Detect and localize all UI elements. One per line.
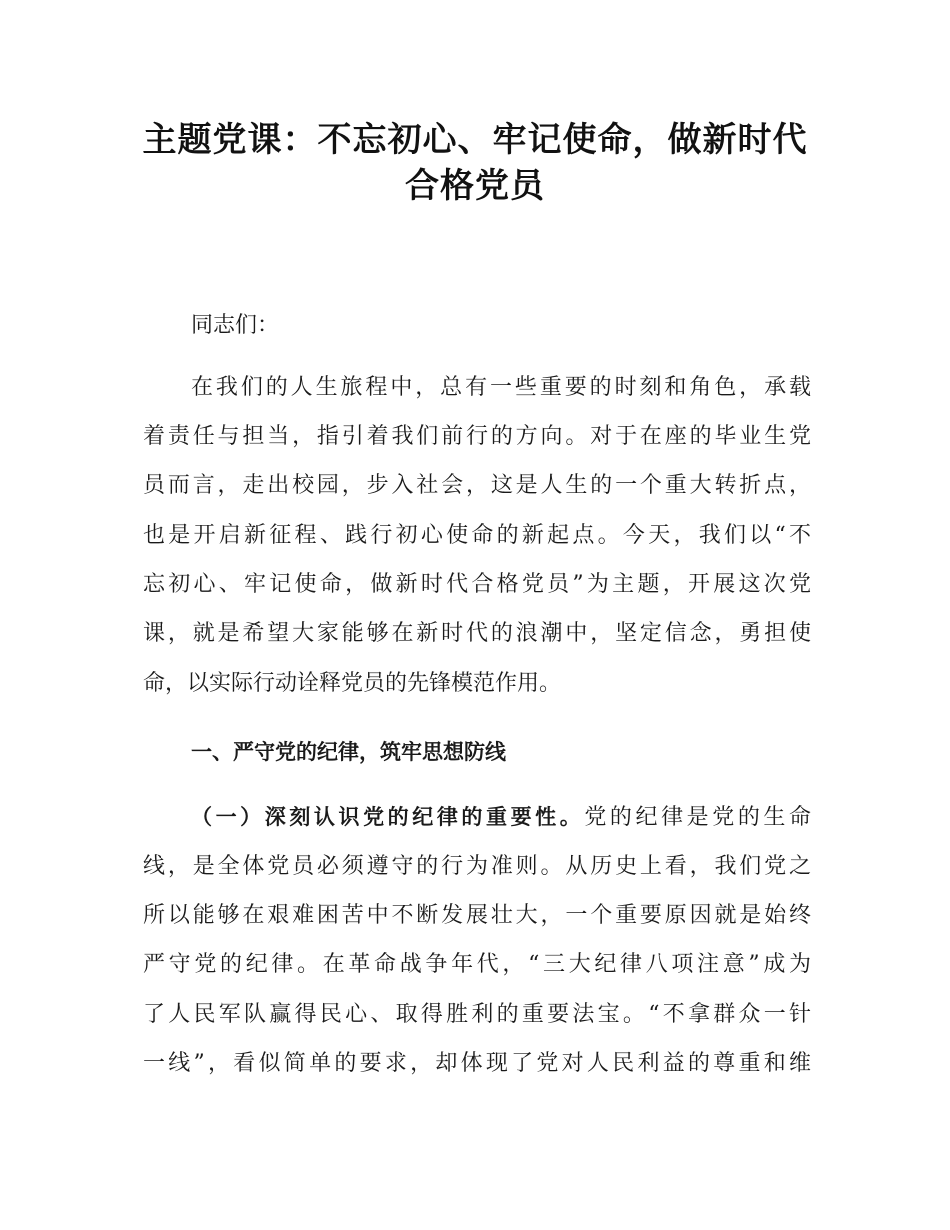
intro-line: 员而言，走出校园，步入社会，这是人生的一个重大转折点， [143,473,811,498]
document-title-line-1: 主题党课：不忘初心、牢记使命，做新时代 [142,120,808,160]
section-heading: 一、严守党的纪律，筑牢思想防线 [191,740,506,764]
subsection-line: 线，是全体党员必须遵守的行为准则。从历史上看，我们党之 [143,854,811,879]
subsection-first-rest: 党的纪律是党的生命 [584,805,811,830]
intro-line: 在我们的人生旅程中，总有一些重要的时刻和角色，承载 [191,375,811,400]
salutation: 同志们： [191,313,280,338]
subsection-line: 了人民军队赢得民心、取得胜利的重要法宝。“不拿群众一针 [143,1002,811,1027]
subsection-lead: （一）深刻认识党的纪律的重要性。 [191,805,585,829]
subsection-line: 一线”，看似简单的要求，却体现了党对人民利益的尊重和维 [143,1051,811,1076]
intro-line: 也是开启新征程、践行初心使命的新起点。今天，我们以“不 [143,523,811,548]
document-title-line-2: 合格党员 [405,166,545,206]
subsection-line: 所以能够在艰难困苦中不断发展壮大，一个重要原因就是始终 [143,903,811,928]
intro-line: 课，就是希望大家能够在新时代的浪潮中，坚定信念，勇担使 [143,621,811,646]
subsection-line: 严守党的纪律。在革命战争年代，“三大纪律八项注意”成为 [143,952,811,977]
intro-line: 忘初心、牢记使命，做新时代合格党员”为主题，开展这次党 [143,572,811,597]
subsection-first-line [143,799,811,835]
intro-line: 命，以实际行动诠释党员的先锋模范作用。 [143,671,562,696]
intro-line: 着责任与担当，指引着我们前行的方向。对于在座的毕业生党 [143,424,811,449]
